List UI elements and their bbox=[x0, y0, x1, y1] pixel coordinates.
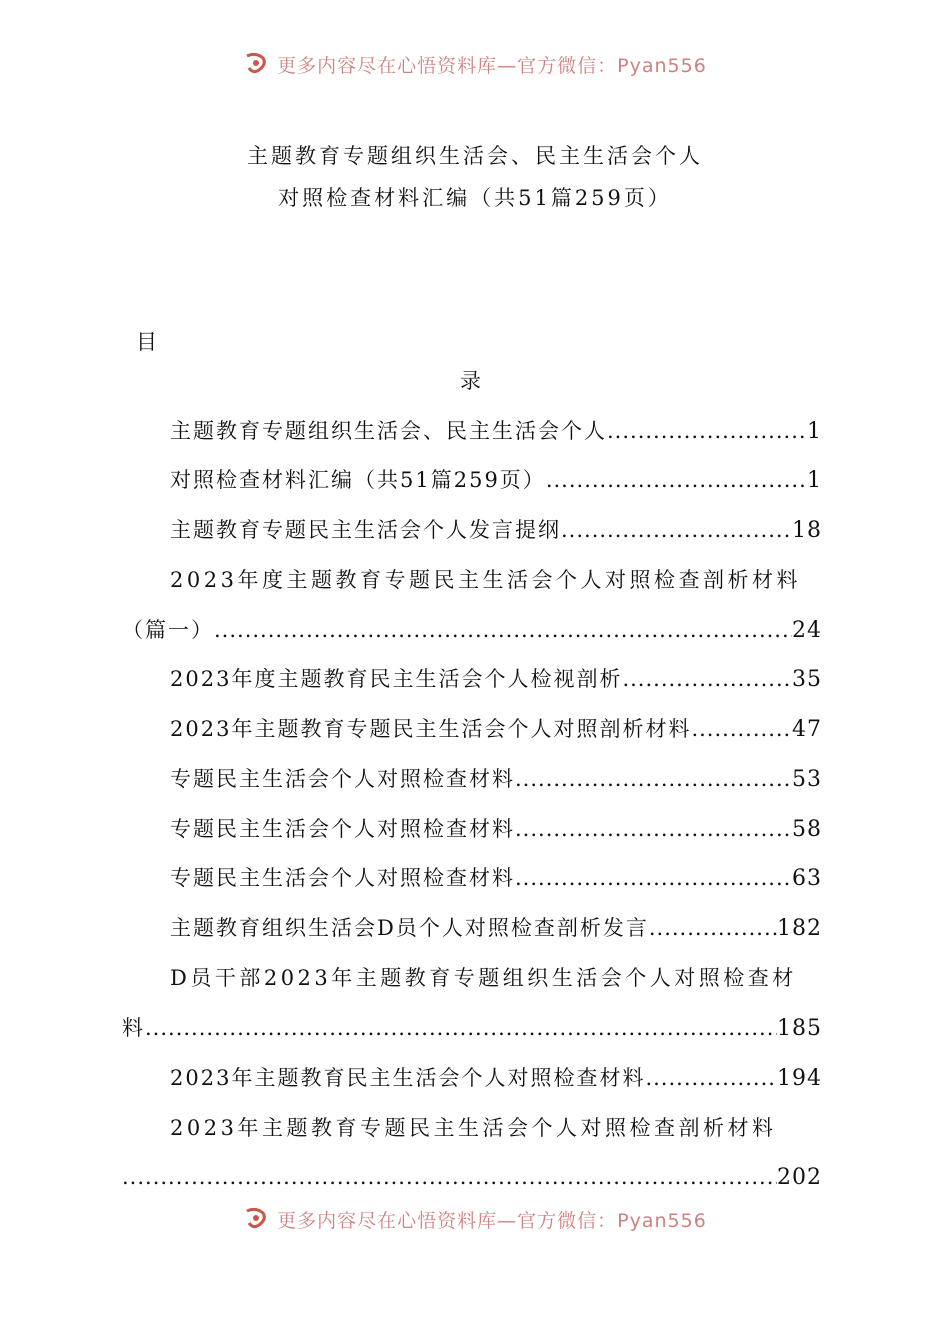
toc-entry-title-cont: 料 bbox=[122, 1016, 145, 1040]
toc-entry[interactable] bbox=[170, 662, 822, 696]
toc-entry-title: 2023年度主题教育民主生活会个人检视剖析 bbox=[170, 667, 623, 691]
toc-entry-title: 2023年主题教育专题民主生活会个人对照检查剖析材料 bbox=[170, 1116, 777, 1140]
toc-entry-title: 专题民主生活会个人对照检查材料 bbox=[170, 866, 515, 890]
toc-entry-page: 194 bbox=[777, 1066, 822, 1091]
toc-entry[interactable] bbox=[170, 414, 822, 448]
toc-entry-title: 2023年主题教育专题民主生活会个人对照剖析材料 bbox=[170, 717, 692, 741]
toc-heading-part1: 目 bbox=[136, 330, 157, 354]
toc-entry[interactable] bbox=[170, 762, 822, 796]
document-title-line2: 对照检查材料汇编（共51篇259页） bbox=[278, 186, 672, 210]
toc-entry-title: 主题教育专题民主生活会个人发言提纲 bbox=[170, 518, 561, 542]
toc-entry-page: 185 bbox=[777, 1016, 822, 1041]
toc-entry-title-cont: （篇一） bbox=[122, 618, 214, 642]
watermark-text: 更多内容尽在心悟资料库—官方微信：Pyan556 bbox=[277, 1210, 707, 1232]
toc-entry-title: 2023年主题教育民主生活会个人对照检查材料 bbox=[170, 1066, 646, 1090]
toc-entry-title: 2023年度主题教育专题民主生活会个人对照检查剖析材料 bbox=[170, 568, 801, 592]
toc-entry-line1[interactable] bbox=[170, 563, 822, 597]
toc-entry[interactable] bbox=[170, 712, 822, 746]
toc-entry-title: 主题教育专题组织生活会、民主生活会个人 bbox=[170, 419, 607, 443]
toc-entry-page: 63 bbox=[792, 866, 822, 891]
toc-entry[interactable] bbox=[170, 812, 822, 846]
toc-heading-part2: 录 bbox=[460, 369, 481, 393]
toc-entry-title: 主题教育组织生活会D员个人对照检查剖析发言 bbox=[170, 916, 649, 940]
toc-entry-title: D员干部2023年主题教育专题组织生活会个人对照检查材 bbox=[170, 966, 797, 990]
toc-entry-line2[interactable] bbox=[122, 613, 822, 647]
toc-entry-page: 182 bbox=[777, 916, 822, 941]
toc-entry[interactable] bbox=[170, 911, 822, 945]
toc-entry-line2[interactable] bbox=[122, 1160, 822, 1194]
toc-entry-page: 47 bbox=[792, 717, 822, 742]
toc-entry-line2[interactable] bbox=[122, 1011, 822, 1045]
toc-entry-page: 18 bbox=[792, 518, 822, 543]
brand-logo-icon bbox=[243, 52, 269, 78]
toc-entry[interactable] bbox=[170, 463, 822, 497]
toc-entry[interactable] bbox=[170, 513, 822, 547]
toc-entry-page: 53 bbox=[792, 767, 822, 792]
toc-entry-title: 对照检查材料汇编（共51篇259页） bbox=[170, 468, 546, 492]
toc-entry-page: 58 bbox=[792, 817, 822, 842]
toc-entry-page: 1 bbox=[807, 468, 822, 493]
watermark-top bbox=[0, 52, 950, 78]
document-title-line1: 主题教育专题组织生活会、民主生活会个人 bbox=[247, 144, 703, 168]
toc-entry[interactable] bbox=[170, 861, 822, 895]
watermark-text: 更多内容尽在心悟资料库—官方微信：Pyan556 bbox=[277, 55, 707, 77]
toc-entry-line1[interactable] bbox=[170, 1111, 822, 1145]
toc-entry-page: 1 bbox=[807, 419, 822, 444]
watermark-bottom bbox=[0, 1207, 950, 1233]
toc-entry-page: 202 bbox=[777, 1165, 822, 1190]
toc-entry-title: 专题民主生活会个人对照检查材料 bbox=[170, 817, 515, 841]
toc-entry-title: 专题民主生活会个人对照检查材料 bbox=[170, 767, 515, 791]
toc-entry-line1[interactable] bbox=[170, 961, 822, 995]
brand-logo-icon bbox=[243, 1207, 269, 1233]
toc-entry[interactable] bbox=[170, 1061, 822, 1095]
toc-entry-page: 24 bbox=[792, 618, 822, 643]
toc-entry-page: 35 bbox=[792, 667, 822, 692]
